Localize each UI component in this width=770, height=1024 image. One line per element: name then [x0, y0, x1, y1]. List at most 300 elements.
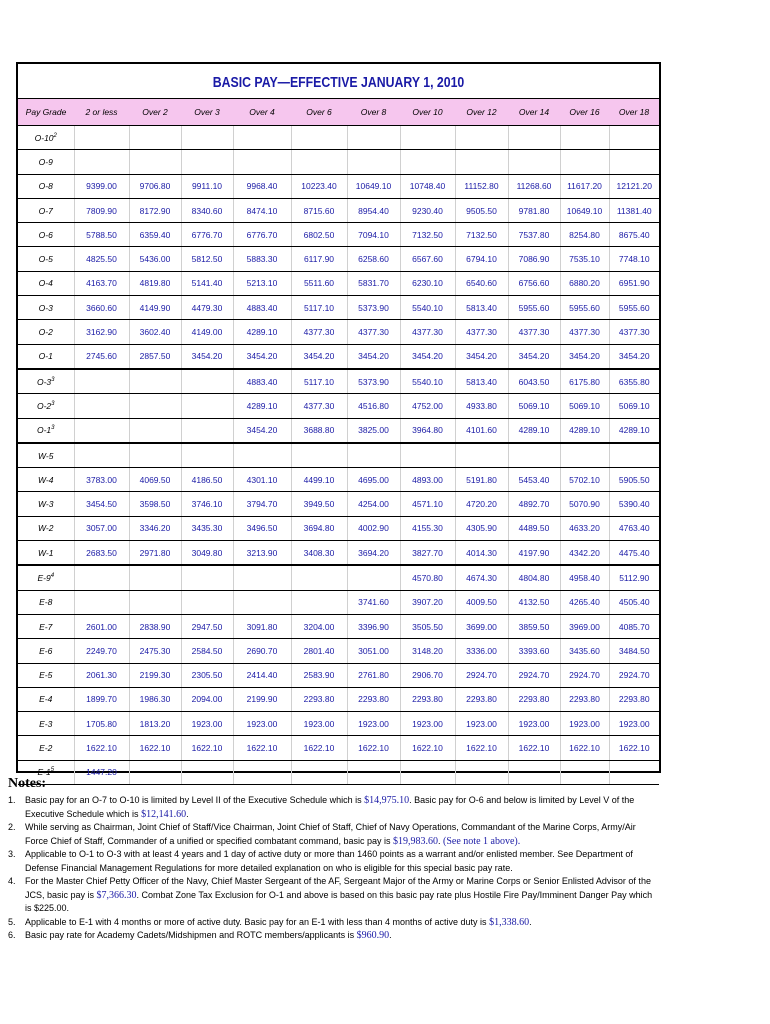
pay-value-cell [508, 443, 560, 468]
column-header: Over 8 [347, 99, 400, 126]
pay-value-cell: 5373.90 [347, 369, 400, 394]
note-text: For the Master Chief Petty Officer of the Navy, Chief Master Sergeant of the AF, Sergeant Major of the Army or Marine Corps or Senior Enlisted Advisor of the JCS, basic pay is [25, 876, 651, 900]
note-number: 2. [8, 822, 16, 832]
pay-table-frame [16, 62, 661, 778]
table-row [18, 565, 659, 590]
table-row [18, 150, 659, 174]
column-header: Over 3 [181, 99, 233, 126]
note-number: 4. [8, 876, 16, 886]
pay-grade-cell: O-8 [18, 174, 74, 198]
pay-value-cell: 1622.10 [455, 736, 508, 760]
pay-value-cell: 1923.00 [560, 712, 609, 736]
pay-value-cell: 3454.50 [74, 492, 129, 516]
pay-value-cell: 11381.40 [609, 198, 659, 222]
pay-value-cell: 5117.10 [291, 296, 347, 320]
pay-value-cell [233, 565, 291, 590]
pay-value-cell: 2094.00 [181, 687, 233, 711]
pay-value-cell: 3598.50 [129, 492, 181, 516]
pay-value-cell [74, 126, 129, 150]
table-row [18, 614, 659, 638]
pay-value-cell: 2199.90 [233, 687, 291, 711]
pay-value-cell: 3454.20 [347, 344, 400, 369]
column-header: Over 6 [291, 99, 347, 126]
pay-value-cell: 3949.50 [291, 492, 347, 516]
table-row [18, 320, 659, 344]
table-header-row [18, 99, 659, 126]
note-text: While serving as Chairman, Joint Chief of Staff/Vice Chairman, Joint Chief of Staff, Chief of Navy Operations, Commandant of the Marine Corps, Army/Air Force Chief of Staff, Commander of a unified or specified combatant command, basic pay is [25, 822, 636, 846]
pay-value-cell: 3907.20 [400, 590, 455, 614]
pay-value-cell: 3969.00 [560, 614, 609, 638]
pay-value-cell: 3204.00 [291, 614, 347, 638]
pay-value-cell: 5540.10 [400, 296, 455, 320]
pay-value-cell: 4289.10 [233, 320, 291, 344]
pay-value-cell: 4197.90 [508, 541, 560, 566]
pay-value-cell: 2601.00 [74, 614, 129, 638]
pay-value-cell: 3454.20 [233, 344, 291, 369]
pay-value-cell: 4289.10 [233, 394, 291, 418]
pay-value-cell: 3741.60 [347, 590, 400, 614]
pay-grade-cell: $O-2^3$ [18, 394, 74, 418]
pay-value-cell [233, 150, 291, 174]
pay-value-cell: 4377.30 [291, 320, 347, 344]
pay-value-cell [347, 126, 400, 150]
pay-value-cell: 1923.00 [400, 712, 455, 736]
note-amount: $7,366.30 [96, 889, 137, 901]
footnote-marker: 5 [50, 767, 55, 774]
pay-value-cell: 3454.20 [291, 344, 347, 369]
pay-value-cell [129, 443, 181, 468]
pay-value-cell: 9399.00 [74, 174, 129, 198]
pay-value-cell [129, 590, 181, 614]
table-row [18, 516, 659, 540]
pay-value-cell: 3660.60 [74, 296, 129, 320]
pay-value-cell: 1899.70 [74, 687, 129, 711]
table-row [18, 687, 659, 711]
pay-value-cell [400, 443, 455, 468]
pay-value-cell: 9911.10 [181, 174, 233, 198]
pay-value-cell: 5141.40 [181, 271, 233, 295]
pay-value-cell [609, 443, 659, 468]
note-item [8, 821, 658, 848]
pay-value-cell: 2583.90 [291, 663, 347, 687]
pay-value-cell: 6951.90 [609, 271, 659, 295]
pay-value-cell: 2761.80 [347, 663, 400, 687]
pay-value-cell [609, 150, 659, 174]
pay-value-cell: 3694.80 [291, 516, 347, 540]
pay-grade-cell: W-4 [18, 468, 74, 492]
pay-value-cell: 2924.70 [560, 663, 609, 687]
pay-value-cell: 4132.50 [508, 590, 560, 614]
table-row [18, 271, 659, 295]
page-title: BASIC PAY—EFFECTIVE JANUARY 1, 2010 [212, 74, 465, 91]
table-row [18, 296, 659, 320]
pay-value-cell: 2924.70 [455, 663, 508, 687]
footnote-marker: 2 [53, 132, 57, 139]
pay-value-cell: 7094.10 [347, 223, 400, 247]
column-header: Over 2 [129, 99, 181, 126]
pay-value-cell: 4305.90 [455, 516, 508, 540]
table-row [18, 468, 659, 492]
note-amount: $12,141.60 [141, 808, 187, 820]
note-item [8, 875, 658, 916]
pay-value-cell: 3454.20 [400, 344, 455, 369]
pay-value-cell: 1923.00 [347, 712, 400, 736]
column-header: Over 12 [455, 99, 508, 126]
pay-value-cell: 6880.20 [560, 271, 609, 295]
pay-value-cell: 10748.40 [400, 174, 455, 198]
pay-value-cell: 5813.40 [455, 369, 508, 394]
pay-value-cell: 4163.70 [74, 271, 129, 295]
pay-grade-cell: W-3 [18, 492, 74, 516]
pay-value-cell: 4085.70 [609, 614, 659, 638]
pay-value-cell: 5511.60 [291, 271, 347, 295]
pay-value-cell: 2683.50 [74, 541, 129, 566]
pay-value-cell: 2690.70 [233, 639, 291, 663]
pay-value-cell: 3336.00 [455, 639, 508, 663]
pay-value-cell: 4377.30 [508, 320, 560, 344]
pay-value-cell: 2293.80 [508, 687, 560, 711]
pay-value-cell: 7535.10 [560, 247, 609, 271]
pay-value-cell [74, 369, 129, 394]
notes-heading: Notes: [8, 776, 47, 791]
pay-value-cell: 4958.40 [560, 565, 609, 590]
pay-value-cell: 6794.10 [455, 247, 508, 271]
pay-value-cell [560, 150, 609, 174]
pay-value-cell [233, 443, 291, 468]
pay-value-cell: 4489.50 [508, 516, 560, 540]
pay-value-cell [74, 150, 129, 174]
pay-value-cell: 3454.20 [233, 418, 291, 443]
pay-grade-cell: O-9 [18, 150, 74, 174]
pay-value-cell: 4254.00 [347, 492, 400, 516]
pay-value-cell: 4377.30 [560, 320, 609, 344]
pay-value-cell: 6230.10 [400, 271, 455, 295]
pay-value-cell: 1622.10 [291, 736, 347, 760]
pay-value-cell: 3051.00 [347, 639, 400, 663]
pay-value-cell [233, 126, 291, 150]
pay-value-cell: 5213.10 [233, 271, 291, 295]
pay-value-cell: 4804.80 [508, 565, 560, 590]
pay-value-cell: 5390.40 [609, 492, 659, 516]
pay-value-cell: 2305.50 [181, 663, 233, 687]
pay-value-cell: 4377.30 [347, 320, 400, 344]
note-text: . [529, 916, 532, 927]
note-text: . Combat Zone Tax Exclusion for O-1 and above is based on this basic pay rate plus Hostile Fire Pay/Imminent Danger Pay which is $225.00. [25, 889, 653, 913]
pay-value-cell: 5788.50 [74, 223, 129, 247]
pay-value-cell: 5117.10 [291, 369, 347, 394]
pay-grade-cell: E-3 [18, 712, 74, 736]
table-row [18, 247, 659, 271]
pay-value-cell: 3435.60 [560, 639, 609, 663]
table-row [18, 736, 659, 760]
pay-value-cell: 3393.60 [508, 639, 560, 663]
pay-value-cell: 11152.80 [455, 174, 508, 198]
column-header: Over 4 [233, 99, 291, 126]
pay-value-cell: 3746.10 [181, 492, 233, 516]
pay-value-cell [560, 126, 609, 150]
pay-value-cell: 4633.20 [560, 516, 609, 540]
pay-value-cell: 1447.20 [74, 760, 129, 784]
pay-value-cell [455, 150, 508, 174]
pay-value-cell: 2924.70 [508, 663, 560, 687]
column-header: Over 18 [609, 99, 659, 126]
pay-value-cell: 12121.20 [609, 174, 659, 198]
pay-value-cell: 4763.40 [609, 516, 659, 540]
column-header: Over 14 [508, 99, 560, 126]
note-amount: (See note 1 above). [443, 835, 521, 847]
pay-grade-cell: O-7 [18, 198, 74, 222]
table-row [18, 712, 659, 736]
pay-value-cell: 4289.10 [609, 418, 659, 443]
pay-value-cell: 5831.70 [347, 271, 400, 295]
pay-value-cell: 3783.00 [74, 468, 129, 492]
pay-value-cell: 10649.10 [560, 198, 609, 222]
pay-value-cell: 3346.20 [129, 516, 181, 540]
pay-value-cell: 8172.90 [129, 198, 181, 222]
pay-value-cell: 4014.30 [455, 541, 508, 566]
pay-value-cell: 8675.40 [609, 223, 659, 247]
pay-value-cell: 4377.30 [291, 394, 347, 418]
pay-value-cell: 2838.90 [129, 614, 181, 638]
pay-value-cell: 1813.20 [129, 712, 181, 736]
pay-value-cell: 1622.10 [400, 736, 455, 760]
pay-value-cell [129, 418, 181, 443]
note-text: Basic pay for an O-7 to O-10 is limited by Level II of the Executive Schedule which is [25, 795, 365, 805]
pay-value-cell [129, 369, 181, 394]
pay-value-cell: 4570.80 [400, 565, 455, 590]
pay-value-cell: 10649.10 [347, 174, 400, 198]
pay-value-cell: 11268.60 [508, 174, 560, 198]
pay-value-cell: 5070.90 [560, 492, 609, 516]
table-row [18, 198, 659, 222]
table-row [18, 663, 659, 687]
pay-value-cell: 9781.80 [508, 198, 560, 222]
note-item [8, 916, 658, 930]
note-amount: $14,975.10 [364, 795, 410, 806]
pay-value-cell [74, 394, 129, 418]
pay-value-cell: 6175.80 [560, 369, 609, 394]
pay-value-cell: 4571.10 [400, 492, 455, 516]
pay-value-cell: 5540.10 [400, 369, 455, 394]
pay-value-cell [233, 590, 291, 614]
pay-value-cell: 7748.10 [609, 247, 659, 271]
table-row [18, 344, 659, 369]
pay-value-cell: 3484.50 [609, 639, 659, 663]
pay-value-cell: 4720.20 [455, 492, 508, 516]
pay-value-cell [291, 150, 347, 174]
pay-value-cell: 3505.50 [400, 614, 455, 638]
pay-grade-cell: O-6 [18, 223, 74, 247]
table-row [18, 223, 659, 247]
pay-value-cell: 4479.30 [181, 296, 233, 320]
pay-grade-cell: W-2 [18, 516, 74, 540]
pay-grade-cell: O-1 [18, 344, 74, 369]
pay-value-cell: 6567.60 [400, 247, 455, 271]
pay-value-cell [129, 394, 181, 418]
pay-value-cell: 5436.00 [129, 247, 181, 271]
pay-value-cell: 1923.00 [508, 712, 560, 736]
pay-value-cell: 9968.40 [233, 174, 291, 198]
pay-value-cell: 3148.20 [400, 639, 455, 663]
pay-value-cell: 4695.00 [347, 468, 400, 492]
pay-grade-cell: O-5 [18, 247, 74, 271]
pay-value-cell: 4892.70 [508, 492, 560, 516]
basic-pay-table [18, 98, 659, 785]
pay-value-cell: 2947.50 [181, 614, 233, 638]
pay-value-cell: 5069.10 [560, 394, 609, 418]
pay-value-cell: 4505.40 [609, 590, 659, 614]
pay-value-cell [181, 565, 233, 590]
pay-grade-cell: $E-9^4$ [18, 565, 74, 590]
note-number: 1. [8, 795, 16, 805]
pay-value-cell: 9706.80 [129, 174, 181, 198]
pay-value-cell: 8474.10 [233, 198, 291, 222]
pay-value-cell: 2293.80 [609, 687, 659, 711]
pay-grade-cell: E-8 [18, 590, 74, 614]
pay-value-cell [181, 126, 233, 150]
pay-value-cell: 3454.20 [508, 344, 560, 369]
pay-value-cell: 2293.80 [291, 687, 347, 711]
pay-value-cell: 7809.90 [74, 198, 129, 222]
pay-value-cell: 4069.50 [129, 468, 181, 492]
table-row [18, 418, 659, 443]
pay-value-cell: 3496.50 [233, 516, 291, 540]
pay-value-cell [455, 126, 508, 150]
pay-value-cell: 4883.40 [233, 369, 291, 394]
pay-value-cell: 3162.90 [74, 320, 129, 344]
pay-value-cell: 5702.10 [560, 468, 609, 492]
column-header: Over 10 [400, 99, 455, 126]
pay-value-cell: 2293.80 [400, 687, 455, 711]
pay-value-cell: 4377.30 [609, 320, 659, 344]
pay-value-cell: 3602.40 [129, 320, 181, 344]
note-number: 6. [8, 930, 16, 940]
note-number: 3. [8, 849, 16, 859]
pay-value-cell: 5955.60 [508, 296, 560, 320]
pay-value-cell: 4674.30 [455, 565, 508, 590]
table-row [18, 639, 659, 663]
notes-section [8, 776, 658, 943]
pay-value-cell: 5813.40 [455, 296, 508, 320]
pay-value-cell: 3964.80 [400, 418, 455, 443]
pay-value-cell [560, 443, 609, 468]
pay-value-cell: 1622.10 [609, 736, 659, 760]
pay-value-cell: 3859.50 [508, 614, 560, 638]
pay-value-cell: 7132.50 [400, 223, 455, 247]
pay-value-cell: 2971.80 [129, 541, 181, 566]
pay-value-cell [291, 590, 347, 614]
table-row [18, 394, 659, 418]
pay-value-cell: 6756.60 [508, 271, 560, 295]
pay-value-cell: 5112.90 [609, 565, 659, 590]
table-row [18, 174, 659, 198]
pay-value-cell: 2061.30 [74, 663, 129, 687]
pay-value-cell: 1622.10 [181, 736, 233, 760]
pay-value-cell: 2293.80 [455, 687, 508, 711]
pay-value-cell: 5905.50 [609, 468, 659, 492]
pay-value-cell: 6540.60 [455, 271, 508, 295]
pay-value-cell: 6355.80 [609, 369, 659, 394]
pay-value-cell: 4289.10 [508, 418, 560, 443]
pay-value-cell [347, 443, 400, 468]
table-row [18, 492, 659, 516]
pay-value-cell: 7537.80 [508, 223, 560, 247]
pay-value-cell: 1923.00 [233, 712, 291, 736]
pay-value-cell: 6776.70 [233, 223, 291, 247]
pay-value-cell: 3049.80 [181, 541, 233, 566]
pay-value-cell: 1923.00 [181, 712, 233, 736]
table-row [18, 369, 659, 394]
pay-value-cell: 6258.60 [347, 247, 400, 271]
note-number: 5. [8, 916, 16, 927]
pay-value-cell: 4009.50 [455, 590, 508, 614]
pay-value-cell: 3057.00 [74, 516, 129, 540]
pay-value-cell: 9230.40 [400, 198, 455, 222]
column-header: 2 or less [74, 99, 129, 126]
pay-value-cell [74, 418, 129, 443]
pay-value-cell: 4377.30 [455, 320, 508, 344]
pay-value-cell: 1622.10 [233, 736, 291, 760]
pay-value-cell: 6359.40 [129, 223, 181, 247]
pay-grade-cell: $E-1^5$ [18, 760, 74, 784]
pay-value-cell: 3435.30 [181, 516, 233, 540]
pay-value-cell [181, 590, 233, 614]
pay-value-cell: 3454.20 [609, 344, 659, 369]
pay-value-cell [129, 150, 181, 174]
pay-value-cell: 4289.10 [560, 418, 609, 443]
pay-value-cell: 2293.80 [347, 687, 400, 711]
pay-value-cell: 1622.10 [560, 736, 609, 760]
pay-value-cell: 7132.50 [455, 223, 508, 247]
note-text: Applicable to E-1 with 4 months or more of active duty. Basic pay for an E-1 with less than 4 months of active duty is [25, 916, 490, 927]
pay-value-cell: 4301.10 [233, 468, 291, 492]
pay-value-cell: 4893.00 [400, 468, 455, 492]
table-row [18, 541, 659, 566]
pay-value-cell [74, 443, 129, 468]
pay-value-cell: 4155.30 [400, 516, 455, 540]
pay-value-cell [508, 150, 560, 174]
pay-value-cell: 9505.50 [455, 198, 508, 222]
pay-value-cell [181, 443, 233, 468]
pay-value-cell [291, 565, 347, 590]
pay-value-cell: 4475.40 [609, 541, 659, 566]
pay-grade-cell: E-2 [18, 736, 74, 760]
pay-value-cell: 4499.10 [291, 468, 347, 492]
pay-value-cell: 1622.10 [508, 736, 560, 760]
note-text: . [186, 808, 189, 819]
note-amount: $19,983.60 [393, 835, 439, 847]
pay-value-cell: 2906.70 [400, 663, 455, 687]
pay-value-cell: 4516.80 [347, 394, 400, 418]
note-text: . [438, 835, 444, 846]
pay-grade-cell: $O-3^3$ [18, 369, 74, 394]
pay-value-cell [455, 443, 508, 468]
pay-grade-cell: E-6 [18, 639, 74, 663]
note-text: . [389, 930, 392, 940]
pay-value-cell [181, 418, 233, 443]
pay-value-cell: 1923.00 [291, 712, 347, 736]
pay-value-cell: 10223.40 [291, 174, 347, 198]
footnote-marker: 3 [51, 425, 55, 432]
pay-grade-cell: E-5 [18, 663, 74, 687]
pay-grade-cell: W-1 [18, 541, 74, 566]
pay-value-cell: 5373.90 [347, 296, 400, 320]
pay-value-cell: 2857.50 [129, 344, 181, 369]
pay-value-cell: 8254.80 [560, 223, 609, 247]
pay-value-cell: 8954.40 [347, 198, 400, 222]
pay-value-cell: 4149.90 [129, 296, 181, 320]
pay-value-cell: 8340.60 [181, 198, 233, 222]
